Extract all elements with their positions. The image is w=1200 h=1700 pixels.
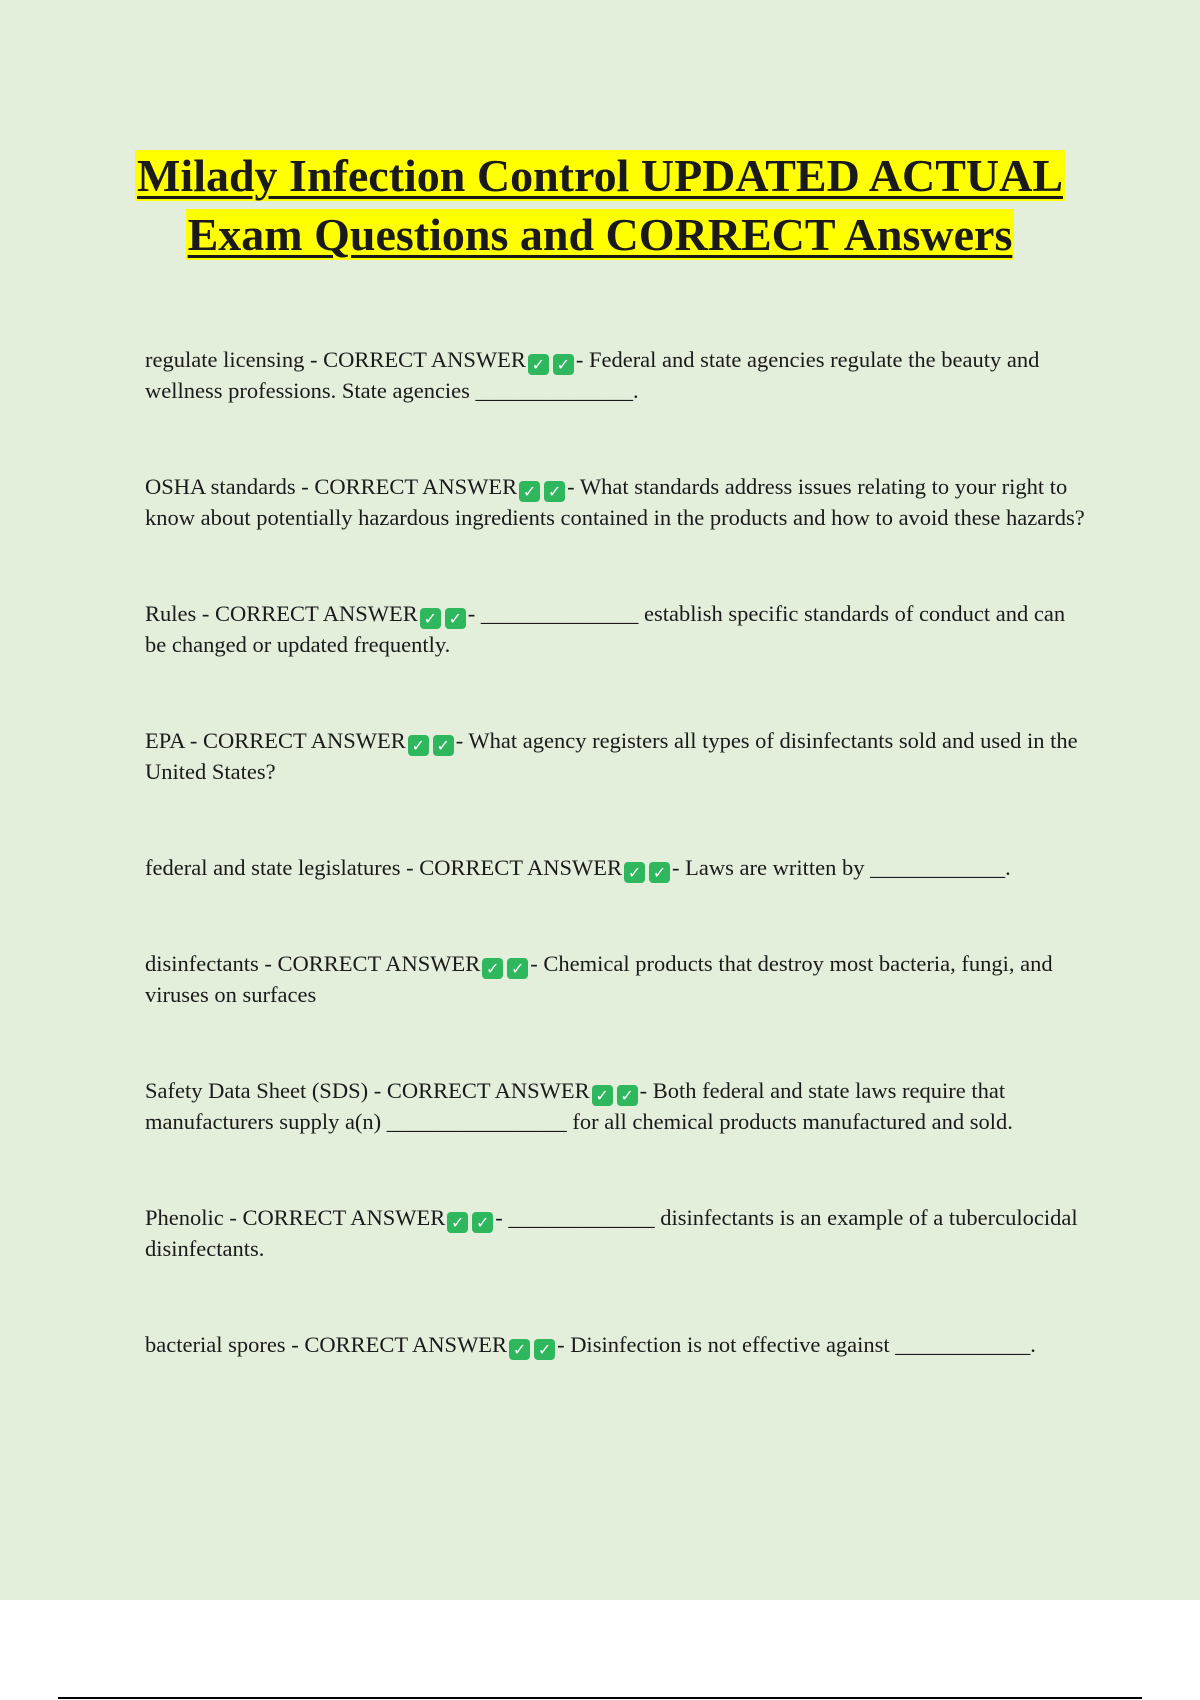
qa-marker: CORRECT ANSWER xyxy=(277,951,481,976)
check-box-icon: ✓ xyxy=(445,608,466,629)
document-title xyxy=(120,146,1080,264)
qa-question: ______________ establish specific standards of conduct and can be changed or updated frequently. xyxy=(145,601,1066,657)
qa-question: Laws are written by ____________. xyxy=(685,855,1011,880)
check-box-icon: ✓ xyxy=(420,608,441,629)
qa-marker: CORRECT ANSWER xyxy=(215,601,418,626)
qa-term: EPA xyxy=(145,728,185,753)
check-box-icon: ✓ xyxy=(472,1212,493,1233)
qa-marker: CORRECT ANSWER xyxy=(314,474,518,499)
check-box-icon: ✓ xyxy=(447,1212,468,1233)
qa-marker: CORRECT ANSWER xyxy=(386,1078,590,1103)
check-box-icon: ✓ xyxy=(553,354,574,375)
qa-term: bacterial spores xyxy=(145,1332,286,1357)
qa-item: disinfectants - CORRECT ANSWER ✓ ✓ - Chemical products that destroy most bacteria, fungi, and viruses on surfaces xyxy=(145,951,1053,1007)
check-box-icon: ✓ xyxy=(624,862,645,883)
check-box-icon: ✓ xyxy=(544,481,565,502)
qa-term: federal and state legislatures xyxy=(145,855,401,880)
qa-question: _____________ disinfectants is an example of a tuberculocidal disinfectants. xyxy=(145,1205,1078,1261)
qa-list xyxy=(145,344,1090,1425)
qa-question: Both federal and state laws require that manufacturers supply a(n) ________________ for all chemical products manufactured and sold. xyxy=(145,1078,1013,1134)
check-box-icon: ✓ xyxy=(507,958,528,979)
qa-marker: CORRECT ANSWER xyxy=(304,1332,508,1357)
qa-item: Phenolic - CORRECT ANSWER ✓ ✓ - _____________ disinfectants is an example of a tuberculocidal disinfectants. xyxy=(145,1205,1078,1261)
check-box-icon: ✓ xyxy=(528,354,549,375)
qa-item: OSHA standards - CORRECT ANSWER ✓ ✓ - What standards address issues relating to your right to know about potentially hazardous ingredients contained in the products and how to avoid these hazards? xyxy=(145,474,1085,530)
document-title-text: Milady Infection Control UPDATED ACTUAL Exam Questions and CORRECT Answers xyxy=(137,150,1063,260)
qa-term: Safety Data Sheet (SDS) xyxy=(145,1078,369,1103)
check-box-icon: ✓ xyxy=(509,1339,530,1360)
qa-marker: CORRECT ANSWER xyxy=(202,728,406,753)
qa-item: regulate licensing - CORRECT ANSWER ✓ ✓ - Federal and state agencies regulate the beauty and wellness professions. State agencies ______________. xyxy=(145,347,1040,403)
footer-divider xyxy=(58,1697,1142,1699)
qa-question: Disinfection is not effective against ____________. xyxy=(570,1332,1036,1357)
check-box-icon: ✓ xyxy=(519,481,540,502)
qa-term: regulate licensing xyxy=(145,347,305,372)
qa-term: Phenolic xyxy=(145,1205,224,1230)
qa-item: bacterial spores - CORRECT ANSWER ✓ ✓ - Disinfection is not effective against ____________. xyxy=(145,1332,1036,1359)
check-box-icon: ✓ xyxy=(592,1085,613,1106)
qa-question: What standards address issues relating to your right to know about potentially hazardous ingredients contained in the products and how to avoid these hazards? xyxy=(145,474,1085,530)
qa-term: Rules xyxy=(145,601,197,626)
qa-item: Rules - CORRECT ANSWER ✓ ✓ - ______________ establish specific standards of conduct and can be changed or updated frequently. xyxy=(145,601,1066,657)
check-box-icon: ✓ xyxy=(617,1085,638,1106)
qa-item: federal and state legislatures - CORRECT ANSWER ✓ ✓ - Laws are written by ____________. xyxy=(145,855,1011,882)
qa-term: OSHA standards xyxy=(145,474,296,499)
qa-term: disinfectants xyxy=(145,951,259,976)
check-box-icon: ✓ xyxy=(433,735,454,756)
qa-question: Federal and state agencies regulate the beauty and wellness professions. State agencies ______________. xyxy=(145,347,1040,403)
qa-question: What agency registers all types of disinfectants sold and used in the United States? xyxy=(145,728,1078,784)
qa-question: Chemical products that destroy most bacteria, fungi, and viruses on surfaces xyxy=(145,951,1053,1007)
check-box-icon: ✓ xyxy=(482,958,503,979)
qa-item: Safety Data Sheet (SDS) - CORRECT ANSWER ✓ ✓ - Both federal and state laws require that manufacturers supply a(n) ________________ for all chemical products manufactured and sold. xyxy=(145,1078,1013,1134)
qa-marker: CORRECT ANSWER xyxy=(419,855,623,880)
qa-item: EPA - CORRECT ANSWER ✓ ✓ - What agency registers all types of disinfectants sold and used in the United States? xyxy=(145,728,1078,784)
check-box-icon: ✓ xyxy=(534,1339,555,1360)
qa-marker: CORRECT ANSWER xyxy=(242,1205,446,1230)
qa-marker: CORRECT ANSWER xyxy=(323,347,526,372)
check-box-icon: ✓ xyxy=(408,735,429,756)
check-box-icon: ✓ xyxy=(649,862,670,883)
